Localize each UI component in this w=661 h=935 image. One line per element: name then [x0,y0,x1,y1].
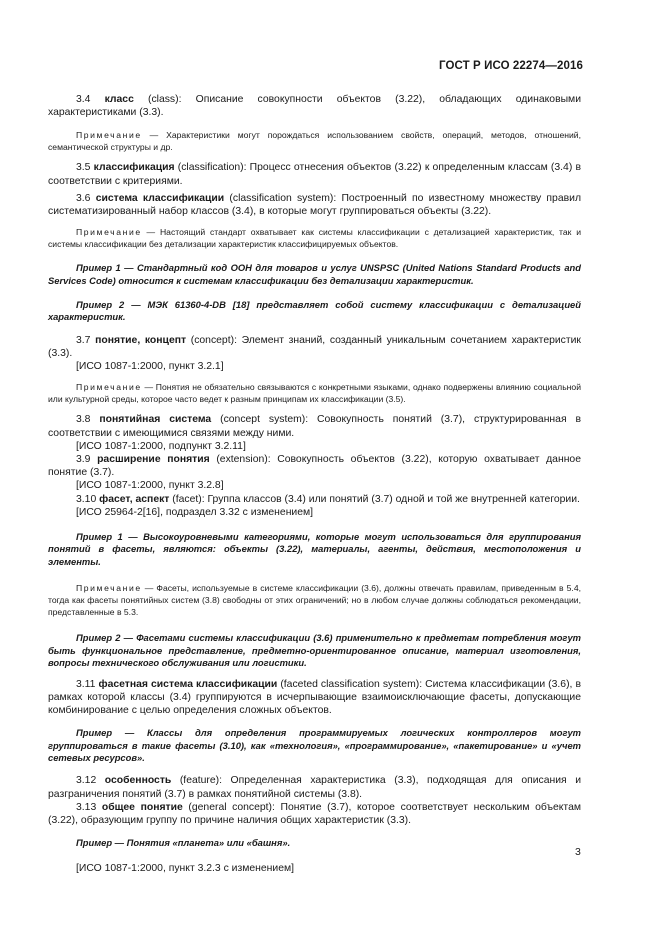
term-3-6 [48,192,581,218]
note-text: — Настоящий стандарт охватывает как системы классификации с детализацией характеристик, так и системы классификации без детализации характеристик классифицируемых объектов. [48,227,581,250]
note-label: Примечание [76,382,142,393]
term-definition: (general concept): Понятие (3.7), которое соответствует нескольким объектам (3.22), образующим группу по причине наличия общих характеристик (3.3). [48,801,581,826]
term-3-5 [48,161,581,187]
term-name: расширение понятия [97,454,210,466]
term-name: система классификации [95,192,225,204]
note-text: — Понятия не обязательно связываются с конкретными языками, однако подвержены влиянию социальной или культурной среды, которое часто ведет к разным принципам их классификации (3.5). [48,382,581,405]
term-definition: (feature): Определенная характеристика (3.3), подходящая для описания и разграничения понятий (3.7) в рамках понятийной системы (3.8). [48,775,581,800]
term-3-13 [48,801,581,827]
term-name: классификация [93,162,175,174]
page-header: ГОСТ Р ИСО 22274—2016 [438,60,583,72]
note [48,226,581,250]
source-reference: [ИСО 1087-1:2000, подпункт 3.2.11] [76,440,246,452]
source-reference: [ИСО 1087-1:2000, пункт 3.2.3 с изменением] [76,862,295,874]
term-name: фасетная система классификации [98,678,278,690]
term-3-7 [48,334,581,360]
term-3-4 [48,93,581,119]
term-3-9 [48,453,581,479]
term-definition: (concept): Элемент знаний, созданный уникальным сочетанием характеристик (3.3). [48,334,581,360]
note-label: Примечание [76,227,142,238]
term-definition: (classification): Процесс отнесения объектов (3.22) к определенным классам (3.4) в соответствии с критериями. [48,162,581,187]
note-label: Примечание [76,130,142,141]
term-number: 3.7 [76,334,91,346]
term-number: 3.5 [76,162,91,174]
example: Пример 1 — Стандартный код ООН для товаров и услуг UNSPSC (United Nations Standard Products and Services Code) относится к системам классификации без детализации характеристик. [48,262,581,286]
term-name: класс [104,94,134,105]
source-reference: [ИСО 1087-1:2000, пункт 3.2.8] [76,480,224,492]
example: Пример — Понятия «планета» или «башня». [76,837,291,849]
term-number: 3.9 [76,454,91,466]
term-definition: (concept system): Совокупность понятий (3.7), структурированная в соответствии с имеющимися связями между ними. [48,414,581,439]
note [48,129,581,153]
term-definition: (classification system): Построенный по известному множеству правил систематизированный набор классов (3.4), в которые могут группироваться объекты (3.22). [48,192,582,218]
note-text: — Характеристики могут порождаться использованием свойств, операций, методов, отношений, семантической структуры и др. [48,130,581,153]
source-reference: [ИСО 25964-2[16], подраздел 3.32 с изменением] [76,506,314,518]
term-number: 3.10 [76,493,97,505]
note-label: Примечание [76,583,142,594]
term-3-10 [48,493,581,506]
term-number: 3.8 [76,414,91,426]
page-content [48,93,581,875]
term-name: фасет, аспект [99,493,170,505]
term-number: 3.11 [76,678,96,690]
source-reference: [ИСО 1087-1:2000, пункт 3.2.1] [76,361,224,373]
term-definition: (facet): Группа классов (3.4) или понятий (3.7) одной и той же внутренней категории. [169,493,580,505]
term-name: понятийная система [99,414,212,426]
term-3-11 [48,678,581,718]
example: Пример 1 — Высокоуровневыми категориями, которые могут использоваться для группирования понятий в фасеты, являются: объекты (3.22), материалы, агенты, действия, местоположения и элементы. [48,531,581,567]
term-name: общее понятие [101,801,183,813]
note [48,582,581,618]
term-3-8 [48,413,581,439]
term-name: понятие, концепт [95,334,187,346]
term-3-12 [48,774,581,800]
example: Пример 2 — МЭК 61360-4-DB [18] представляет собой систему классификации с детализацией характеристик. [48,299,581,323]
term-number: 3.12 [76,775,97,787]
term-number: 3.4 [76,94,91,105]
term-number: 3.6 [76,192,91,204]
term-definition: (extension): Совокупность объектов (3.22), которую охватывает данное понятие (3.7). [48,454,581,479]
example: Пример 2 — Фасетами системы классификации (3.6) применительно к предметам потребления могут быть функциональное представление, предметно-ориентированное описание, материал изготовления, вопросы технического обслуживания или логистики. [48,632,581,669]
term-name: особенность [104,775,172,787]
term-definition: (faceted classification system): Система классификации (3.6), в рамках которой классы (3.4) группируются в исчерпывающие взаимоисключающие фасеты, допускающие комбинирование с целью определения сложных объектов. [48,678,581,716]
term-number: 3.13 [76,801,97,813]
page-number: 3 [575,846,581,858]
term-definition: (class): Описание совокупности объектов (3.22), обладающих одинаковыми характеристиками (3.3). [48,94,582,119]
note-text: — Фасеты, используемые в системе классификации (3.6), должны отвечать правилам, приведенным в 5.4, тогда как фасеты понятийных систем (3.8) свободны от этих ограничений; но в любом случае должны соблюдаться рекомендации, представленные в 5.3. [48,583,581,618]
note [48,381,581,405]
example: Пример — Классы для определения программируемых логических контроллеров могут группироваться в такие фасеты (3.10), как «технология», «программирование», «пакетирование» и «учет сетевых ресурсов». [48,727,581,763]
